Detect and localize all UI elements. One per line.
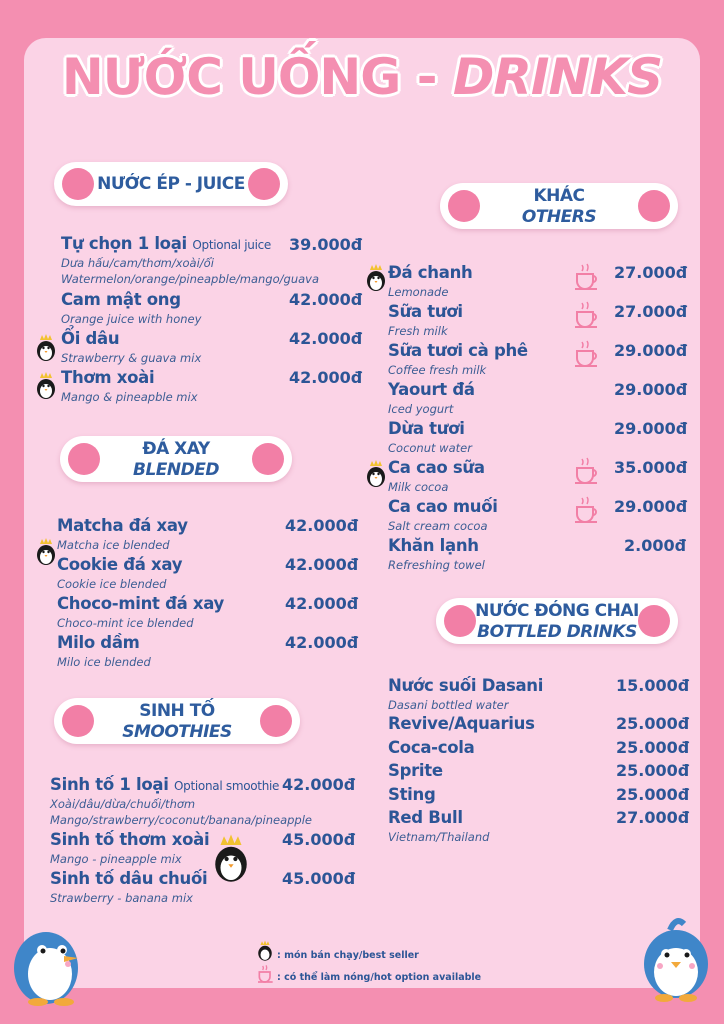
menu-item-name: Ca cao sữa xyxy=(388,458,485,477)
menu-item-desc: Orange juice with honey xyxy=(61,312,202,326)
menu-item-desc: Strawberry & guava mix xyxy=(61,351,202,365)
hot-cup-icon xyxy=(572,262,602,292)
menu-item-name: Coca-cola xyxy=(388,738,475,757)
menu-item-name: Đá chanh xyxy=(388,263,473,282)
hot-cup-icon xyxy=(572,339,602,369)
menu-item-price: 42.000đ xyxy=(289,290,363,309)
menu-item-desc: Cookie ice blended xyxy=(57,577,167,591)
menu-item-price: 42.000đ xyxy=(285,516,359,535)
menu-item-price: 29.000đ xyxy=(614,497,688,516)
section-bottled-heading: NƯỚC ĐÓNG CHAI BOTTLED DRINKS xyxy=(436,598,678,644)
section-blended-heading: ĐÁ XAY BLENDED xyxy=(60,436,292,482)
section-others-heading: KHÁC OTHERS xyxy=(440,183,678,229)
menu-item-name: Red Bull xyxy=(388,808,463,827)
menu-item-price: 42.000đ xyxy=(285,555,359,574)
menu-item-name: Matcha đá xay xyxy=(57,516,188,535)
menu-item-name: Sữa tươi cà phê xyxy=(388,341,528,360)
menu-item-price: 29.000đ xyxy=(614,341,688,360)
menu-item-price: 25.000đ xyxy=(616,761,690,780)
section-juice-heading: NƯỚC ÉP - JUICE xyxy=(54,162,288,206)
penguin-crown-icon xyxy=(210,830,252,888)
menu-item-desc: Milk cocoa xyxy=(388,480,449,494)
menu-item-price: 42.000đ xyxy=(285,633,359,652)
menu-item-name: Dừa tươi xyxy=(388,419,465,438)
menu-item-price: 45.000đ xyxy=(282,830,356,849)
menu-item-name: Sting xyxy=(388,785,436,804)
menu-item-name: Tự chọn 1 loại Optional juice xyxy=(61,234,271,253)
menu-item-desc: Iced yogurt xyxy=(388,402,454,416)
penguin-crown-icon xyxy=(34,334,58,362)
menu-item-desc: Matcha ice blended xyxy=(57,538,170,552)
legend-hot-cup-icon xyxy=(256,964,276,984)
menu-item-desc: Watermelon/orange/pineapble/mango/guava xyxy=(61,272,320,286)
menu-item-price: 42.000đ xyxy=(289,329,363,348)
menu-item-price: 2.000đ xyxy=(624,536,687,555)
penguin-crown-icon xyxy=(34,372,58,400)
menu-item-name: Khăn lạnh xyxy=(388,536,479,555)
menu-item-price: 29.000đ xyxy=(614,419,688,438)
menu-item-name: Ổi dâu xyxy=(61,329,120,348)
menu-item-name: Sữa tươi xyxy=(388,302,463,321)
menu-item-price: 27.000đ xyxy=(614,263,688,282)
menu-item-name: Cam mật ong xyxy=(61,290,181,309)
menu-item-name: Sinh tố dâu chuối xyxy=(50,869,208,888)
penguin-mascot-right xyxy=(636,910,716,1002)
menu-item-price: 42.000đ xyxy=(285,594,359,613)
menu-item-price: 25.000đ xyxy=(616,785,690,804)
legend-penguin-icon xyxy=(256,940,274,962)
menu-item-name: Sinh tố thơm xoài xyxy=(50,830,210,849)
legend-best-seller: : món bán chạy/best seller xyxy=(277,950,419,961)
menu-item-desc: Lemonade xyxy=(388,285,449,299)
penguin-crown-icon xyxy=(364,264,388,292)
menu-item-price: 15.000đ xyxy=(616,676,690,695)
menu-item-name: Cookie đá xay xyxy=(57,555,183,574)
menu-item-desc: Mango & pineapble mix xyxy=(61,390,198,404)
menu-item-name: Nước suối Dasani xyxy=(388,676,544,695)
legend-hot-option: : có thể làm nóng/hot option available xyxy=(277,972,482,983)
menu-item-desc: Vietnam/Thailand xyxy=(388,830,490,844)
hot-cup-icon xyxy=(572,300,602,330)
menu-item-name: Yaourt đá xyxy=(388,380,475,399)
menu-item-price: 42.000đ xyxy=(289,368,363,387)
menu-item-desc: Mango - pineapple mix xyxy=(50,852,182,866)
menu-item-price: 29.000đ xyxy=(614,380,688,399)
menu-item-desc: Salt cream cocoa xyxy=(388,519,488,533)
menu-item-price: 42.000đ xyxy=(282,775,356,794)
menu-item-name: Milo dầm xyxy=(57,633,140,652)
menu-item-desc: Refreshing towel xyxy=(388,558,485,572)
menu-item-desc: Xoài/dâu/dừa/chuối/thơm xyxy=(50,797,196,811)
menu-item-price: 35.000đ xyxy=(614,458,688,477)
menu-item-price: 27.000đ xyxy=(616,808,690,827)
menu-item-desc: Fresh milk xyxy=(388,324,448,338)
menu-item-desc: Choco-mint ice blended xyxy=(57,616,194,630)
menu-item-price: 25.000đ xyxy=(616,714,690,733)
menu-item-desc: Mango/strawberry/coconut/banana/pineapple xyxy=(50,813,313,827)
hot-cup-icon xyxy=(572,495,602,525)
menu-item-price: 45.000đ xyxy=(282,869,356,888)
menu-item-name: Sprite xyxy=(388,761,443,780)
hot-cup-icon xyxy=(572,456,602,486)
menu-item-price: 39.000đ xyxy=(289,235,363,254)
menu-item-desc: Dasani bottled water xyxy=(388,698,509,712)
menu-item-name: Ca cao muối xyxy=(388,497,498,516)
menu-item-name: Choco-mint đá xay xyxy=(57,594,224,613)
menu-item-desc: Strawberry - banana mix xyxy=(50,891,193,905)
menu-item-name: Thơm xoài xyxy=(61,368,155,387)
menu-item-price: 27.000đ xyxy=(614,302,688,321)
penguin-crown-icon xyxy=(34,538,58,566)
menu-item-price: 25.000đ xyxy=(616,738,690,757)
penguin-crown-icon xyxy=(364,460,388,488)
menu-item-desc: Coffee fresh milk xyxy=(388,363,487,377)
menu-item-desc: Dưa hấu/cam/thơm/xoài/ổi xyxy=(61,256,214,270)
menu-item-name: Revive/Aquarius xyxy=(388,714,535,733)
menu-item-desc: Milo ice blended xyxy=(57,655,151,669)
section-smoothies-heading: SINH TỐ SMOOTHIES xyxy=(54,698,300,744)
menu-item-name: Sinh tố 1 loại Optional smoothie xyxy=(50,775,280,794)
page-title: NƯỚC UỐNG - DRINKS xyxy=(61,48,663,106)
penguin-mascot-left xyxy=(6,910,90,1006)
menu-item-desc: Coconut water xyxy=(388,441,472,455)
